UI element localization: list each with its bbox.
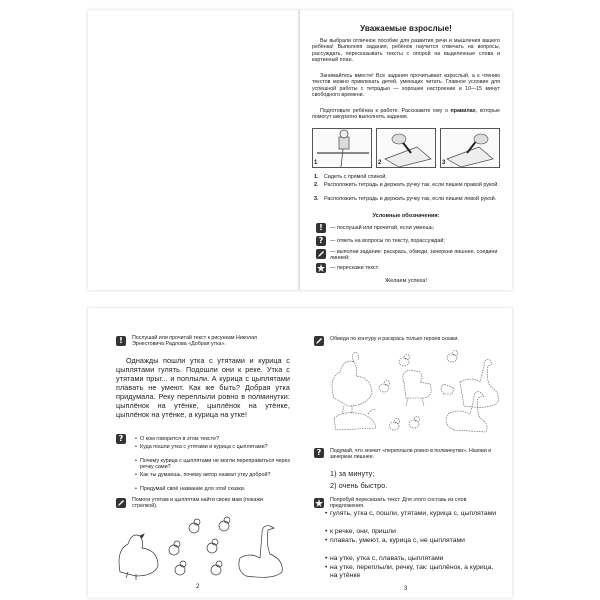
star-icon [314, 498, 324, 508]
page-number: 2 [196, 584, 200, 590]
retell-task: Попробуй пересказать текст. Для этого составь из слов предложения. [330, 497, 467, 510]
para3-start: Подготовьте ребёнка к работе. Расскажите ему о [320, 108, 451, 114]
option-2: 2) очень быстро. [330, 481, 388, 490]
panel-number-2: 2 [378, 160, 382, 166]
sentence-1: • гулять, утка с, пошли, утятами, курица с, цыплятами [330, 510, 498, 518]
pencil-icon [116, 498, 126, 508]
rule-1-number: 1. [314, 174, 319, 180]
exclamation-icon: ! [316, 223, 326, 233]
rule-3-text: Расположить тетрадь и держать ручку так, если пишем левой рукой. [324, 196, 497, 202]
rule-2-number: 2. [314, 182, 319, 188]
para3-bold: правилах [450, 108, 476, 114]
question-icon: ? [314, 448, 324, 458]
left-hand-illustration [441, 129, 501, 169]
question-5: • Придумай своё название для этой сказки. [140, 486, 290, 492]
sitting-child-illustration [313, 129, 373, 169]
panel-number-1: 1 [314, 160, 318, 166]
legend-retell: — перескажи текст. [330, 265, 379, 271]
think-question: Подумай, что значит «переплыли ровно в полминутки». Назови и зачеркни лишнее. [330, 448, 492, 461]
legend-answer: — ответь на вопросы по тексту, порассуждай; [330, 238, 445, 244]
second-paragraph: Занимайтесь вместе! Все задания прочитывает взрослый, а к чтению текстов можно привлекать детей, умеющих читать. Главное условие для успешной работы с тетрадью — хорошее настроение и 10—15 минут свободного времени. [312, 73, 500, 98]
legend-do-task: — выполни задание: раскрась, обведи, зачеркни лишнее, соедини линией; [330, 249, 498, 262]
star-icon [316, 263, 326, 273]
pencil-icon [316, 249, 326, 259]
closing-wish: Желаем успеха! [385, 278, 427, 284]
question-icon: ? [316, 236, 326, 246]
legend-title: Условные обозначения: [372, 213, 440, 219]
legend-listen: — послушай или прочитай, если умеешь; [330, 225, 435, 231]
sentence-2: • к речке, они, пришли [330, 528, 498, 536]
panel-number-3: 3 [442, 160, 446, 166]
sentence-4: • на утке, утка с, плавать, цыплятами [330, 555, 498, 563]
listen-instruction: Послушай или прочитай текст к рисункам Николая Эрнестовича Радлова «Добрая утка». [132, 335, 257, 348]
rule-1-text: Сидеть с прямой спиной. [324, 174, 387, 180]
question-2: • Куда пошли утка с утятами и курица с цыплятами? [140, 444, 290, 450]
question-1: • О ком говорится в этом тексте? [140, 436, 290, 442]
bottom-spread [88, 308, 512, 598]
arrow-task: Помоги утятам и цыплятам найти своих мам (покажи стрелкой). [132, 497, 263, 510]
exclamation-icon: ! [116, 336, 126, 346]
third-paragraph [312, 108, 500, 121]
rule-3-number: 3. [314, 196, 319, 202]
page-number: 3 [404, 586, 408, 592]
question-3: • Почему курица с цыплятами не могли переправиться через речку сами? [140, 458, 290, 470]
question-icon: ? [116, 434, 126, 444]
hen-duck-illustration [114, 514, 294, 580]
posture-panel-3 [440, 128, 500, 168]
top-spread [88, 10, 512, 290]
trace-task: Обведи по контуру и раскрась только героев сказки. [330, 336, 459, 342]
page-title: Уважаемые взрослые! [360, 24, 452, 33]
bottom-right-page [300, 308, 512, 598]
question-4: • Как ты думаешь, почему автор назвал утку доброй? [140, 472, 290, 478]
right-hand-illustration [377, 129, 437, 169]
bottom-left-page [88, 308, 300, 598]
posture-panel-2 [376, 128, 436, 168]
pencil-icon [314, 336, 324, 346]
animals-outline-illustration [314, 348, 504, 436]
sentence-3: • плавать, умеют, а, курица с, не цыплятами [330, 537, 498, 545]
posture-panel-1 [312, 128, 372, 168]
option-1: 1) за минуту; [330, 469, 375, 478]
sentence-5: • на утке, переплыли, речку, так: цыплёнок, а курица, на утёнке [330, 564, 498, 581]
top-left-page-blank [88, 10, 300, 290]
rule-2-text: Расположить тетрадь и держать ручку так, если пишем правой рукой. [324, 182, 499, 188]
top-right-page [300, 10, 512, 290]
story-text: Однажды пошли утка с утятами и курица с цыплятами гулять. Подошли они к реке. Утка с утятами прыг... и поплыли. А курица с цыплятами плавать не умеют. Как же быть? Добрая утка придумала. Реку переплыли ровно в полминутки: цыплёнок на утёнке, цыплёнок на утёнке, цыплёнок на утёнке, а курица на утке! [116, 356, 290, 419]
intro-paragraph: Вы выбрали отличное пособие для развития речи и мышления вашего ребёнка! Выполняя задания, ребёнок научится отвечать на вопросы, рассуждать, пересказывать тексты с опорой на выделенные слова и картинный план. [312, 38, 500, 63]
para3-end: , которые помогут аккуратно выполнять задания. [312, 108, 500, 121]
